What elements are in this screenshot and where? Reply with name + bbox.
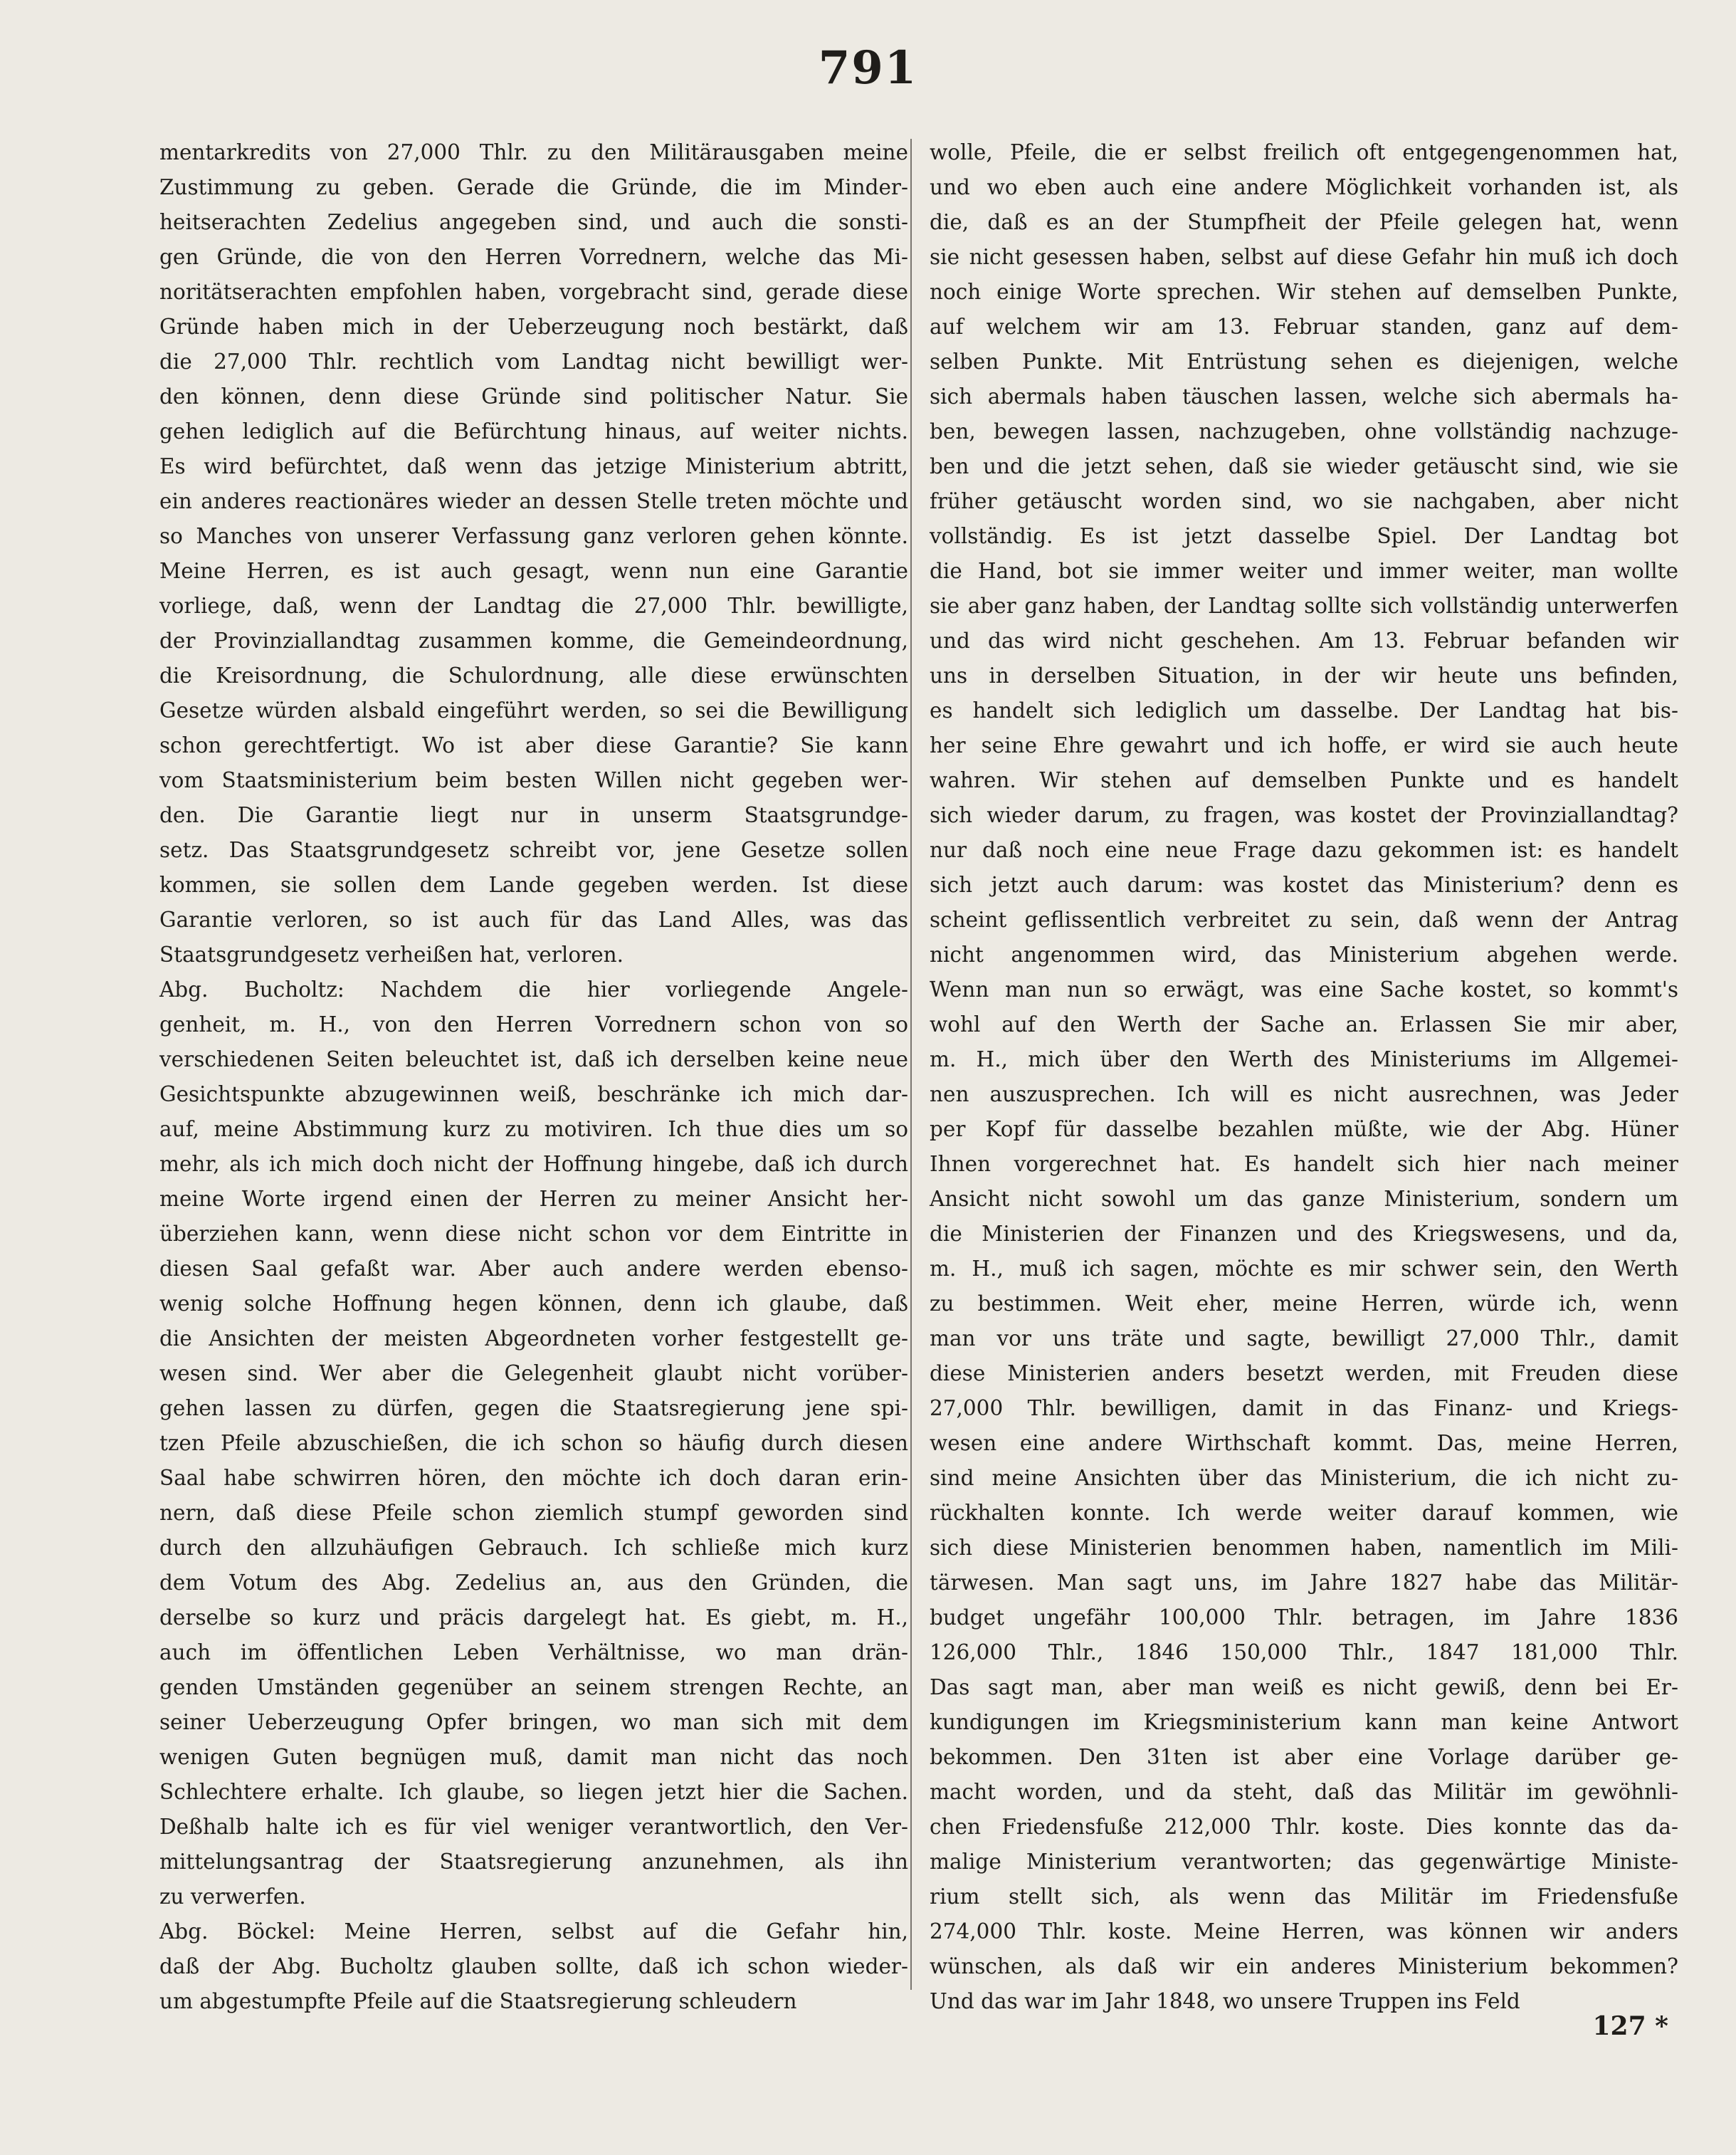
text-line: Meine Herren, es ist auch gesagt, wenn nun eine Garantie (159, 559, 908, 583)
text-line: ben und die jetzt sehen, daß sie wieder getäuscht sind, wie sie (930, 454, 1678, 478)
text-line: bekommen. Den 31ten ist aber eine Vorlage darüber ge- (930, 1745, 1678, 1769)
text-line: mehr, als ich mich doch nicht der Hoffnung hingebe, daß ich durch (159, 1152, 908, 1176)
text-line: mittelungsantrag der Staatsregierung anzunehmen, als ihn (159, 1850, 908, 1874)
text-line: Und das war im Jahr 1848, wo unsere Truppen ins Feld (930, 1989, 1520, 2013)
text-line: selben Punkte. Mit Entrüstung sehen es diejenigen, welche (930, 350, 1678, 374)
text-line: den können, denn diese Gründe sind politischer Natur. Sie (159, 384, 908, 409)
text-line: ein anderes reactionäres wieder an dessen Stelle treten möchte und (159, 489, 908, 513)
text-line: Schlechtere erhalte. Ich glaube, so liegen jetzt hier die Sachen. (159, 1780, 908, 1804)
text-line: Das sagt man, aber man weiß es nicht gewiß, denn bei Er- (930, 1675, 1678, 1699)
text-line: zu verwerfen. (159, 1884, 306, 1909)
text-line: genheit, m. H., von den Herren Vorrednern schon von so (159, 1012, 908, 1037)
text-line: vom Staatsministerium beim besten Willen nicht gegeben wer- (159, 768, 908, 792)
text-line: rium stellt sich, als wenn das Militär im Friedensfuße (930, 1884, 1678, 1909)
text-line: Garantie verloren, so ist auch für das Land Alles, was das (159, 908, 908, 932)
text-line: wesen sind. Wer aber die Gelegenheit glaubt nicht vorüber- (159, 1361, 908, 1385)
text-line: derselbe so kurz und präcis dargelegt hat. Es giebt, m. H., (159, 1605, 908, 1630)
text-line: gehen lediglich auf die Befürchtung hinaus, auf weiter nichts. (159, 419, 908, 444)
text-line: man vor uns träte und sagte, bewilligt 27,000 Thlr., damit (930, 1326, 1678, 1351)
text-line: vorliege, daß, wenn der Landtag die 27,000 Thlr. bewilligte, (159, 594, 908, 618)
text-line: auch im öffentlichen Leben Verhältnisse, wo man drän- (159, 1640, 908, 1664)
text-line: Zustimmung zu geben. Gerade die Gründe, die im Minder- (159, 175, 908, 199)
text-line: die Ansichten der meisten Abgeordneten vorher festgestellt ge- (159, 1326, 908, 1351)
text-line: Gesetze würden alsbald eingeführt werden, so sei die Bewilligung (159, 698, 908, 723)
text-line: den. Die Garantie liegt nur in unserm Staatsgrundge- (159, 803, 908, 827)
text-line: sie aber ganz haben, der Landtag sollte sich vollständig unterwerfen (930, 594, 1678, 618)
text-line: nicht angenommen wird, das Ministerium abgehen werde. (930, 943, 1678, 967)
text-line: die Hand, bot sie immer weiter und immer weiter, man wollte (930, 559, 1678, 583)
text-line: die Kreisordnung, die Schulordnung, alle diese erwünschten (159, 664, 908, 688)
text-line: sich wieder darum, zu fragen, was kostet der Provinziallandtag? (930, 803, 1678, 827)
text-line: seiner Ueberzeugung Opfer bringen, wo man sich mit dem (159, 1710, 908, 1734)
text-line: nur daß noch eine neue Frage dazu gekommen ist: es handelt (930, 838, 1678, 862)
text-line: und wo eben auch eine andere Möglichkeit vorhanden ist, als (930, 175, 1678, 199)
text-line: noritätserachten empfohlen haben, vorgebracht sind, gerade diese (159, 280, 908, 304)
text-line: daß der Abg. Bucholtz glauben sollte, daß ich schon wieder- (159, 1954, 908, 1978)
text-line: schon gerechtfertigt. Wo ist aber diese Garantie? Sie kann (159, 733, 908, 757)
text-line: rückhalten konnte. Ich werde weiter darauf kommen, wie (930, 1501, 1678, 1525)
text-line: Gesichtspunkte abzugewinnen weiß, beschränke ich mich dar- (159, 1082, 908, 1106)
text-line: vollständig. Es ist jetzt dasselbe Spiel. Der Landtag bot (930, 524, 1678, 548)
text-line: überziehen kann, wenn diese nicht schon vor dem Eintritte in (159, 1222, 908, 1246)
text-line: meine Worte irgend einen der Herren zu meiner Ansicht her- (159, 1187, 908, 1211)
text-line: her seine Ehre gewahrt und ich hoffe, er wird sie auch heute (930, 733, 1678, 757)
text-line: wünschen, als daß wir ein anderes Ministerium bekommen? (930, 1954, 1678, 1978)
text-line: 126,000 Thlr., 1846 150,000 Thlr., 1847 181,000 Thlr. (930, 1640, 1678, 1664)
text-line: 27,000 Thlr. bewilligen, damit in das Finanz- und Kriegs- (930, 1396, 1678, 1420)
text-line: auf, meine Abstimmung kurz zu motiviren. Ich thue dies um so (159, 1117, 908, 1141)
text-line: wahren. Wir stehen auf demselben Punkte und es handelt (930, 768, 1678, 792)
text-line: kommen, sie sollen dem Lande gegeben werden. Ist diese (159, 873, 908, 897)
text-line: kundigungen im Kriegsministerium kann man keine Antwort (930, 1710, 1678, 1734)
text-line: setz. Das Staatsgrundgesetz schreibt vor, jene Gesetze sollen (159, 838, 908, 862)
text-line: per Kopf für dasselbe bezahlen müßte, wie der Abg. Hüner (930, 1117, 1678, 1141)
left-text-column (159, 135, 908, 2013)
text-line: früher getäuscht worden sind, wo sie nachgaben, aber nicht (930, 489, 1678, 513)
text-line: diesen Saal gefaßt war. Aber auch andere werden ebenso- (159, 1257, 908, 1281)
text-line: sind meine Ansichten über das Ministerium, die ich nicht zu- (930, 1466, 1678, 1490)
text-line: nen auszusprechen. Ich will es nicht ausrechnen, was Jeder (930, 1082, 1678, 1106)
text-line: wenig solche Hoffnung hegen können, denn ich glaube, daß (159, 1291, 908, 1316)
text-line: die Ministerien der Finanzen und des Kriegswesens, und da, (930, 1222, 1678, 1246)
text-line: Es wird befürchtet, daß wenn das jetzige Ministerium abtritt, (159, 454, 908, 478)
text-line: so Manches von unserer Verfassung ganz verloren gehen könnte. (159, 524, 908, 548)
column-divider (910, 139, 912, 1990)
text-line: macht worden, und da steht, daß das Militär im gewöhnli- (930, 1780, 1678, 1804)
text-line: mentarkredits von 27,000 Thlr. zu den Militärausgaben meine (159, 140, 908, 164)
text-line: sich diese Ministerien benommen haben, namentlich im Mili- (930, 1536, 1678, 1560)
text-line: die 27,000 Thlr. rechtlich vom Landtag nicht bewilligt wer- (159, 350, 908, 374)
text-line: durch den allzuhäufigen Gebrauch. Ich schließe mich kurz (159, 1536, 908, 1560)
text-line: sie nicht gesessen haben, selbst auf diese Gefahr hin muß ich doch (930, 245, 1678, 269)
text-line: uns in derselben Situation, in der wir heute uns befinden, (930, 664, 1678, 688)
text-line: um abgestumpfte Pfeile auf die Staatsregierung schleudern (159, 1989, 797, 2013)
text-line: tzen Pfeile abzuschießen, die ich schon so häufig durch diesen (159, 1431, 908, 1455)
text-line: scheint geflissentlich verbreitet zu sein, daß wenn der Antrag (930, 908, 1678, 932)
text-line: genden Umständen gegenüber an seinem strengen Rechte, an (159, 1675, 908, 1699)
text-line: wohl auf den Werth der Sache an. Erlassen Sie mir aber, (930, 1012, 1678, 1037)
text-line: ben, bewegen lassen, nachzugeben, ohne vollständig nachzuge- (930, 419, 1678, 444)
text-line: dem Votum des Abg. Zedelius an, aus den Gründen, die (159, 1571, 908, 1595)
text-line: sich jetzt auch darum: was kostet das Ministerium? denn es (930, 873, 1678, 897)
text-line: heitserachten Zedelius angegeben sind, und auch die sonsti- (159, 210, 908, 234)
text-line: m. H., mich über den Werth des Ministeriums im Allgemei- (930, 1047, 1678, 1071)
text-line: Abg. Böckel: Meine Herren, selbst auf die Gefahr hin, (159, 1919, 908, 1944)
text-line: Staatsgrundgesetz verheißen hat, verloren. (159, 943, 624, 967)
text-line: budget ungefähr 100,000 Thlr. betragen, im Jahre 1836 (930, 1605, 1678, 1630)
text-line: verschiedenen Seiten beleuchtet ist, daß ich derselben keine neue (159, 1047, 908, 1071)
text-line: Deßhalb halte ich es für viel weniger verantwortlich, den Ver- (159, 1815, 908, 1839)
text-line: wesen eine andere Wirthschaft kommt. Das, meine Herren, (930, 1431, 1678, 1455)
text-line: wolle, Pfeile, die er selbst freilich oft entgegengenommen hat, (930, 140, 1678, 164)
text-line: Saal habe schwirren hören, den möchte ich doch daran erin- (159, 1466, 908, 1490)
text-line: nern, daß diese Pfeile schon ziemlich stumpf geworden sind (159, 1501, 908, 1525)
text-line: tärwesen. Man sagt uns, im Jahre 1827 habe das Militär- (930, 1571, 1678, 1595)
text-line: zu bestimmen. Weit eher, meine Herren, würde ich, wenn (930, 1291, 1678, 1316)
text-line: Ihnen vorgerechnet hat. Es handelt sich hier nach meiner (930, 1152, 1678, 1176)
text-line: die, daß es an der Stumpfheit der Pfeile gelegen hat, wenn (930, 210, 1678, 234)
page-number: 791 (818, 41, 918, 95)
text-line: chen Friedensfuße 212,000 Thlr. koste. Dies konnte das da- (930, 1815, 1678, 1839)
text-line: Wenn man nun so erwägt, was eine Sache kostet, so kommt's (930, 977, 1678, 1002)
text-line: m. H., muß ich sagen, möchte es mir schwer sein, den Werth (930, 1257, 1678, 1281)
text-line: 274,000 Thlr. koste. Meine Herren, was können wir anders (930, 1919, 1678, 1944)
text-line: auf welchem wir am 13. Februar standen, ganz auf dem- (930, 315, 1678, 339)
text-line: malige Ministerium verantworten; das gegenwärtige Ministe- (930, 1850, 1678, 1874)
text-line: sich abermals haben täuschen lassen, welche sich abermals ha- (930, 384, 1678, 409)
text-line: diese Ministerien anders besetzt werden, mit Freuden diese (930, 1361, 1678, 1385)
text-line: Gründe haben mich in der Ueberzeugung noch bestärkt, daß (159, 315, 908, 339)
text-line: Abg. Bucholtz: Nachdem die hier vorliegende Angele- (159, 977, 908, 1002)
text-line: noch einige Worte sprechen. Wir stehen auf demselben Punkte, (930, 280, 1678, 304)
text-line: gehen lassen zu dürfen, gegen die Staatsregierung jene spi- (159, 1396, 908, 1420)
text-line: gen Gründe, die von den Herren Vorrednern, welche das Mi- (159, 245, 908, 269)
text-line: der Provinziallandtag zusammen komme, die Gemeindeordnung, (159, 629, 908, 653)
text-line: Ansicht nicht sowohl um das ganze Ministerium, sondern um (930, 1187, 1678, 1211)
text-line: und das wird nicht geschehen. Am 13. Februar befanden wir (930, 629, 1678, 653)
signature-mark: 127 * (1592, 2011, 1668, 2041)
right-text-column (930, 135, 1678, 2013)
text-line: wenigen Guten begnügen muß, damit man nicht das noch (159, 1745, 908, 1769)
text-line: es handelt sich lediglich um dasselbe. Der Landtag hat bis- (930, 698, 1678, 723)
